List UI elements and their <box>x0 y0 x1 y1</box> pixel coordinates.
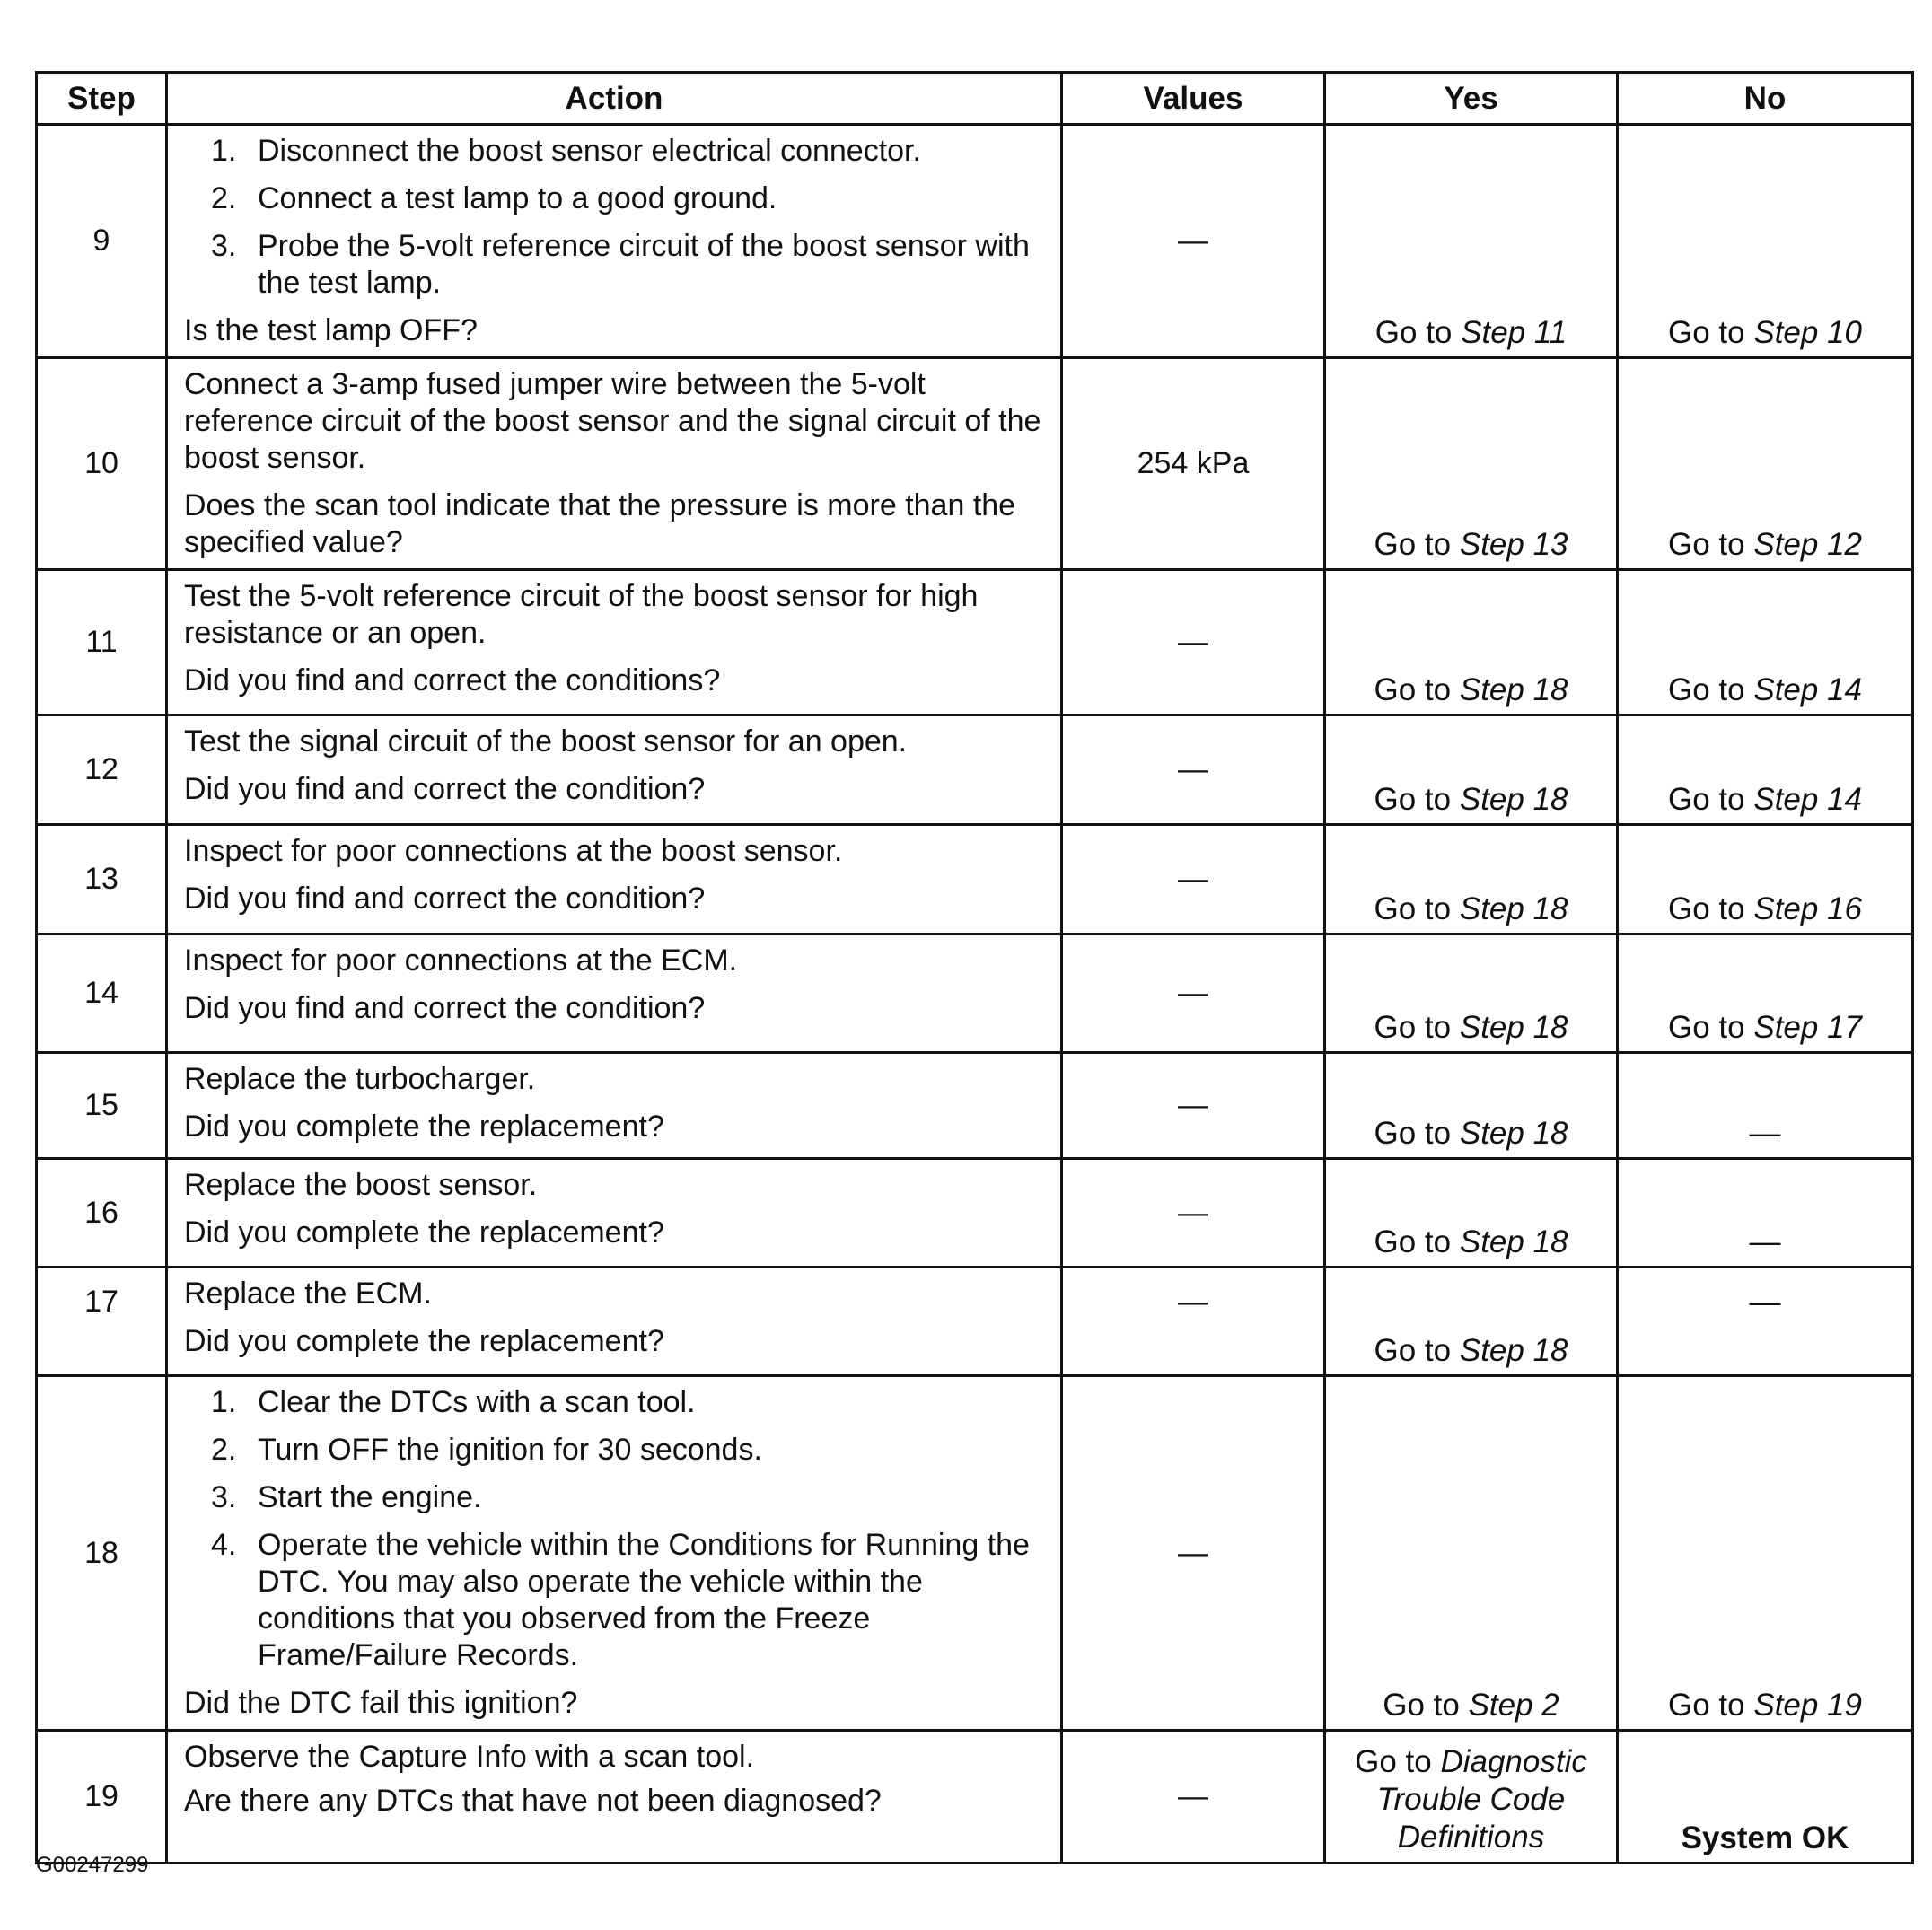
values-cell <box>1062 358 1325 570</box>
diagnostic-table <box>35 71 1914 1864</box>
action-instruction: Test the 5-volt reference circuit of the boost sensor for high resistance or an open. <box>184 579 979 650</box>
table-row <box>37 1053 1913 1159</box>
list-item: 3. Probe the 5-volt reference circuit of the boost sensor with the test lamp. <box>211 229 1030 300</box>
action-instruction: Test the signal circuit of the boost sensor for an open. <box>184 724 908 759</box>
list-item: 3. Start the engine. <box>211 1480 482 1514</box>
action-cell <box>167 825 1062 934</box>
list-item: 1. Disconnect the boost sensor electrical connector. <box>211 134 921 168</box>
values-cell <box>1062 1268 1325 1376</box>
dash: — <box>1749 1285 1781 1320</box>
header-values: Values <box>1062 73 1325 125</box>
yes-cell <box>1325 358 1618 570</box>
goto-link[interactable]: Go to Diagnostic Trouble Code Definitions <box>1355 1744 1587 1855</box>
action-cell <box>167 715 1062 825</box>
action-cell <box>167 358 1062 570</box>
no-cell <box>1618 1376 1913 1731</box>
list-item: 2. Turn OFF the ignition for 30 seconds. <box>211 1433 762 1467</box>
table-row <box>37 570 1913 715</box>
header-action: Action <box>167 73 1062 125</box>
goto-link[interactable]: Go to Step 18 <box>1374 1333 1568 1368</box>
yes-cell <box>1325 1268 1618 1376</box>
goto-link[interactable]: Go to Step 17 <box>1668 1010 1862 1045</box>
action-instruction: Replace the ECM. <box>184 1276 432 1311</box>
action-cell <box>167 570 1062 715</box>
values-cell <box>1062 715 1325 825</box>
no-cell <box>1618 1159 1913 1268</box>
action-list <box>184 1384 1042 1674</box>
system-ok-label: System OK <box>1681 1820 1849 1855</box>
step-number: 18 <box>37 1376 167 1731</box>
action-instruction: Inspect for poor connections at the ECM. <box>184 943 738 978</box>
values-cell <box>1062 570 1325 715</box>
no-cell <box>1618 934 1913 1053</box>
no-cell <box>1618 1053 1913 1159</box>
step-number: 16 <box>37 1159 167 1268</box>
action-question: Did you find and correct the conditions? <box>184 663 721 697</box>
dash: — <box>1178 224 1208 258</box>
value-text: 254 kPa <box>1137 446 1250 480</box>
dash: — <box>1178 752 1208 786</box>
table-row <box>37 358 1913 570</box>
action-cell <box>167 1159 1062 1268</box>
goto-link[interactable]: Go to Step 18 <box>1374 1116 1568 1151</box>
table-row <box>37 715 1913 825</box>
dash: — <box>1178 862 1208 896</box>
dash: — <box>1749 1116 1781 1151</box>
step-number: 14 <box>37 934 167 1053</box>
yes-cell <box>1325 934 1618 1053</box>
yes-cell <box>1325 570 1618 715</box>
action-question: Did you complete the replacement? <box>184 1215 664 1250</box>
action-instruction: Observe the Capture Info with a scan tool. <box>184 1740 755 1774</box>
header-yes: Yes <box>1325 73 1618 125</box>
yes-cell <box>1325 715 1618 825</box>
no-cell <box>1618 1268 1913 1376</box>
action-question: Are there any DTCs that have not been diagnosed? <box>184 1784 882 1818</box>
goto-link[interactable]: Go to Step 14 <box>1668 672 1862 707</box>
no-cell <box>1618 570 1913 715</box>
action-cell <box>167 1053 1062 1159</box>
step-number: 19 <box>37 1731 167 1864</box>
action-cell <box>167 1376 1062 1731</box>
goto-link[interactable]: Go to Step 11 <box>1374 315 1568 350</box>
yes-cell <box>1325 1376 1618 1731</box>
values-cell <box>1062 1159 1325 1268</box>
goto-link[interactable]: Go to Step 18 <box>1374 1010 1568 1045</box>
action-question: Does the scan tool indicate that the pressure is more than the specified value? <box>184 488 1016 559</box>
goto-link[interactable]: Go to Step 14 <box>1668 782 1862 817</box>
step-number: 17 <box>37 1268 167 1376</box>
dash: — <box>1178 1088 1208 1122</box>
table-row <box>37 125 1913 358</box>
step-number: 11 <box>37 570 167 715</box>
no-cell <box>1618 825 1913 934</box>
goto-link[interactable]: Go to Step 16 <box>1668 891 1862 926</box>
goto-link[interactable]: Go to Step 18 <box>1374 782 1568 817</box>
dash: — <box>1178 1285 1208 1319</box>
header-no: No <box>1618 73 1913 125</box>
action-instruction: Replace the boost sensor. <box>184 1168 538 1202</box>
action-cell <box>167 934 1062 1053</box>
goto-link[interactable]: Go to Step 12 <box>1668 527 1862 562</box>
action-list <box>184 133 1042 302</box>
action-question: Did you find and correct the condition? <box>184 772 706 806</box>
table-row <box>37 1159 1913 1268</box>
dash: — <box>1178 976 1208 1010</box>
dash: — <box>1178 1535 1208 1570</box>
list-item: 1. Clear the DTCs with a scan tool. <box>211 1385 696 1419</box>
action-question: Did the DTC fail this ignition? <box>184 1686 578 1720</box>
no-cell <box>1618 125 1913 358</box>
goto-link[interactable]: Go to Step 18 <box>1374 1224 1568 1259</box>
list-item: 2. Connect a test lamp to a good ground. <box>211 181 777 215</box>
dash: — <box>1178 1195 1208 1230</box>
action-question: Did you find and correct the condition? <box>184 882 706 916</box>
dash: — <box>1749 1224 1781 1259</box>
action-instruction: Connect a 3-amp fused jumper wire between the 5-volt reference circuit of the boost sensor and the signal circuit of the boost sensor. <box>184 367 1041 475</box>
action-question: Did you find and correct the condition? <box>184 991 706 1025</box>
values-cell <box>1062 1053 1325 1159</box>
values-cell <box>1062 1731 1325 1864</box>
action-cell <box>167 1731 1062 1864</box>
yes-cell <box>1325 1731 1618 1864</box>
dash: — <box>1178 1779 1208 1813</box>
yes-cell <box>1325 1159 1618 1268</box>
action-cell <box>167 125 1062 358</box>
values-cell <box>1062 1376 1325 1731</box>
header-row <box>37 73 1913 125</box>
action-question: Did you complete the replacement? <box>184 1110 664 1144</box>
goto-link[interactable]: Go to Step 10 <box>1668 315 1862 350</box>
table-row <box>37 1731 1913 1864</box>
action-cell <box>167 1268 1062 1376</box>
yes-cell <box>1325 125 1618 358</box>
goto-link[interactable]: Go to Step 18 <box>1374 672 1568 707</box>
step-number: 9 <box>37 125 167 358</box>
goto-link[interactable]: Go to Step 18 <box>1374 891 1568 926</box>
goto-link[interactable]: Go to Step 2 <box>1383 1688 1559 1723</box>
step-number: 13 <box>37 825 167 934</box>
table-row <box>37 1268 1913 1376</box>
goto-link[interactable]: Go to Step 13 <box>1374 527 1568 562</box>
yes-cell <box>1325 1053 1618 1159</box>
figure-id: G00247299 <box>36 1853 149 1877</box>
dash: — <box>1178 625 1208 659</box>
goto-link[interactable]: Go to Step 19 <box>1668 1688 1862 1723</box>
action-instruction: Inspect for poor connections at the boost sensor. <box>184 834 843 868</box>
step-number: 12 <box>37 715 167 825</box>
no-cell <box>1618 715 1913 825</box>
action-question: Is the test lamp OFF? <box>184 313 478 347</box>
no-cell <box>1618 358 1913 570</box>
table-row <box>37 825 1913 934</box>
action-question: Did you complete the replacement? <box>184 1324 664 1358</box>
step-number: 15 <box>37 1053 167 1159</box>
header-step: Step <box>37 73 167 125</box>
step-number: 10 <box>37 358 167 570</box>
values-cell <box>1062 125 1325 358</box>
table-row <box>37 934 1913 1053</box>
yes-cell <box>1325 825 1618 934</box>
no-cell <box>1618 1731 1913 1864</box>
list-item: 4. Operate the vehicle within the Conditions for Running the DTC. You may also operate the vehicle within the conditions that you observed from the Freeze Frame/Failure Records. <box>211 1528 1030 1672</box>
values-cell <box>1062 934 1325 1053</box>
values-cell <box>1062 825 1325 934</box>
table-row <box>37 1376 1913 1731</box>
action-instruction: Replace the turbocharger. <box>184 1062 536 1096</box>
